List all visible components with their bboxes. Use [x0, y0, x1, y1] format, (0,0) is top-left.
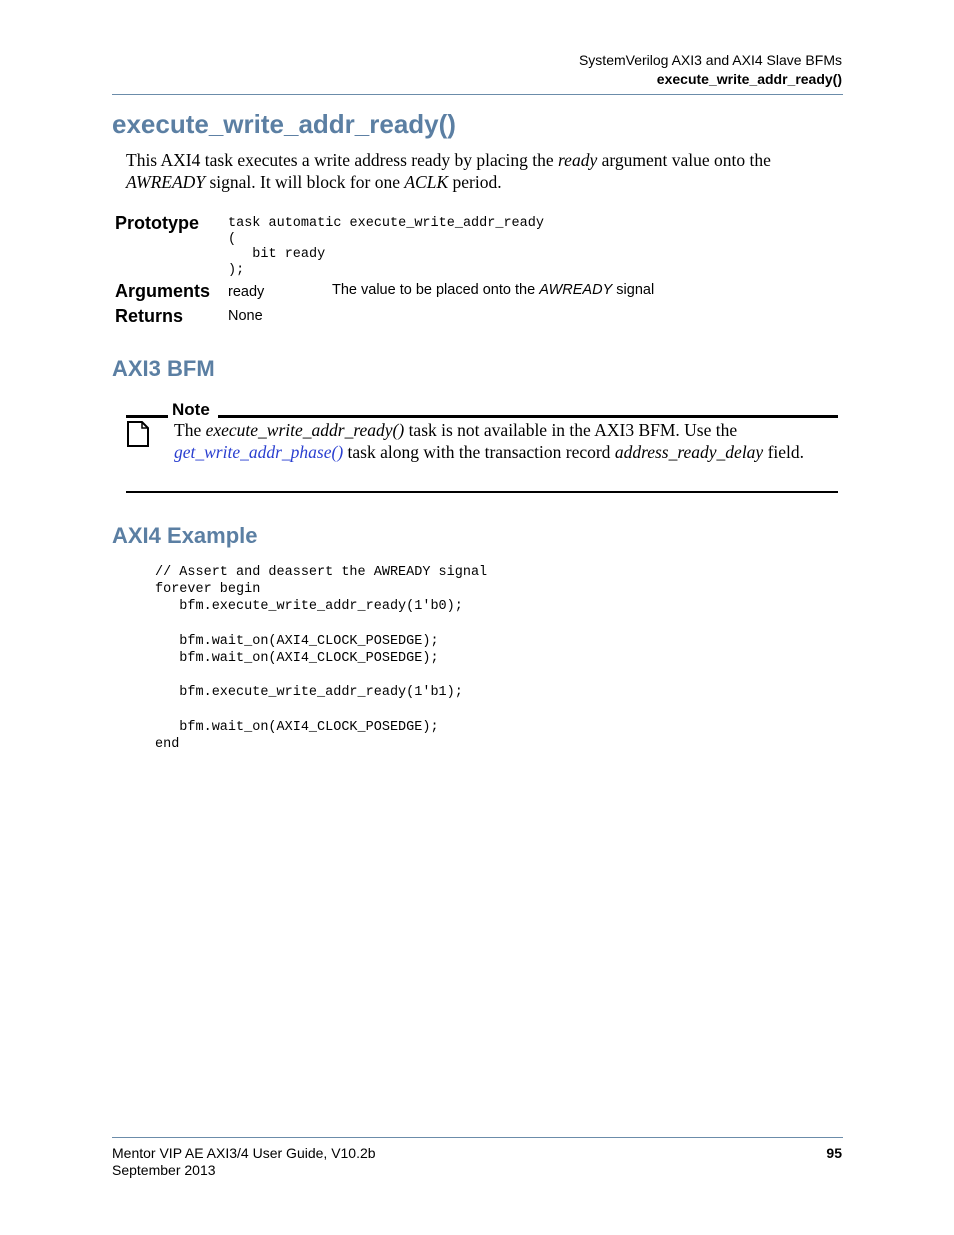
footer-date: September 2013 — [112, 1162, 216, 1178]
prototype-label: Prototype — [115, 213, 200, 233]
intro-text-4: period. — [448, 172, 502, 192]
note-rule-left — [126, 415, 168, 418]
note-rule-bottom — [126, 491, 838, 493]
note-rule-right — [218, 415, 838, 418]
page-title: execute_write_addr_ready() — [112, 109, 456, 139]
intro-text-1: This AXI4 task executes a write address ready by placing the — [126, 150, 559, 170]
note-em-task: execute_write_addr_ready() — [205, 420, 405, 440]
argument-name: ready — [228, 284, 265, 300]
argument-desc-em: AWREADY — [539, 282, 613, 298]
page-number: 95 — [826, 1145, 842, 1161]
axi4-example-heading: AXI4 Example — [112, 523, 258, 548]
argument-desc-tail: signal — [612, 282, 655, 298]
footer-rule — [112, 1137, 843, 1138]
returns-value: None — [228, 308, 263, 324]
note-text-3: task along with the transaction record — [343, 442, 615, 462]
get-write-addr-phase-link[interactable]: get_write_addr_phase() — [174, 442, 344, 462]
running-header-section: execute_write_addr_ready() — [656, 71, 842, 87]
note-page-icon — [127, 421, 149, 447]
footer-guide-title: Mentor VIP AE AXI3/4 User Guide, V10.2b — [112, 1145, 376, 1161]
intro-em-ready: ready — [558, 150, 598, 170]
intro-paragraph — [126, 149, 846, 193]
running-header-title: SystemVerilog AXI3 and AXI4 Slave BFMs — [578, 52, 842, 68]
note-em-field: address_ready_delay — [614, 442, 764, 462]
intro-text-3: signal. It will block for one — [205, 172, 405, 192]
note-text — [174, 419, 824, 463]
returns-label: Returns — [115, 306, 184, 326]
note-text-1: The — [174, 420, 206, 440]
prototype-code: task automatic execute_write_addr_ready ( bit ready ); — [228, 216, 544, 278]
intro-em-awready: AWREADY — [126, 172, 206, 192]
intro-em-aclk: ACLK — [404, 172, 449, 192]
note-text-4: field. — [763, 442, 805, 462]
argument-description — [332, 282, 654, 298]
argument-desc-text: The value to be placed onto the — [332, 282, 540, 298]
note-text-2: task is not available in the AXI3 BFM. Use the — [404, 420, 738, 440]
note-label: Note — [172, 400, 210, 419]
axi3-heading: AXI3 BFM — [112, 356, 215, 381]
header-rule — [112, 94, 843, 95]
arguments-label: Arguments — [115, 281, 211, 301]
intro-text-2: argument value onto the — [597, 150, 771, 170]
axi4-example-code: // Assert and deassert the AWREADY signal forever begin bfm.execute_write_addr_ready(1'b0); bfm.wait_on(AXI4_CLOCK_POSEDGE); bfm.wait_on(AXI4_CLOCK_POSEDGE); bfm.execute_write_addr_ready(1'b1); bfm.wait_on(AXI4_CLOCK_POSEDGE); end — [155, 565, 488, 753]
